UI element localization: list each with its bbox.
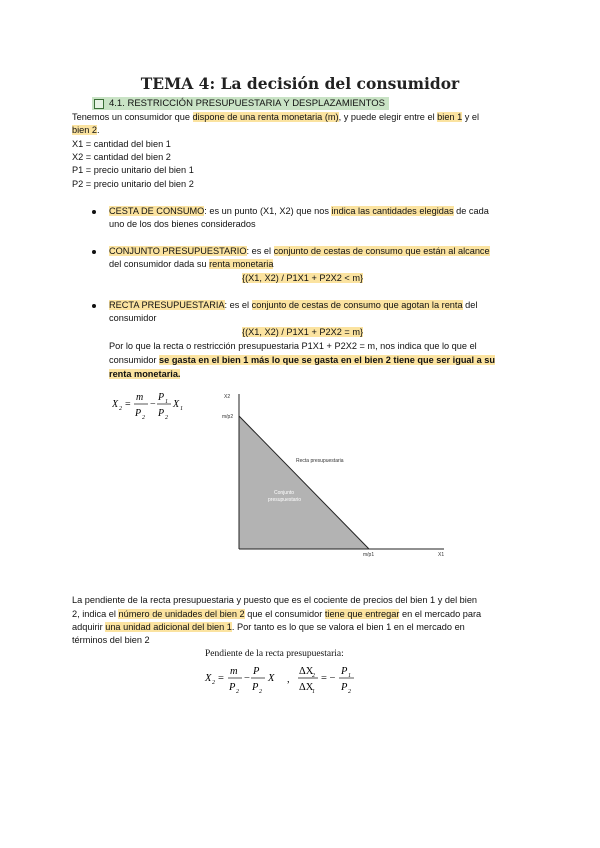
eq1-m: m (136, 392, 144, 403)
x-intercept-label: m/p1 (363, 552, 375, 558)
conjunto-line-2: del consumidor dada su renta monetaria (109, 259, 274, 269)
recta-paragraph-2: consumidor se gasta en el bien 1 más lo que se gasta en el bien 2 tiene que ser igual a su (109, 355, 496, 365)
eq1-p2-sub: 2 (142, 415, 145, 421)
eq1-lhs: X (112, 399, 119, 410)
page-title: TEMA 4: La decisión del consumidor (140, 74, 460, 93)
eq2-lhs-sub: 2 (212, 680, 215, 686)
eq1-p2b: P (158, 408, 165, 419)
eq1-x1-sub: 1 (180, 406, 183, 412)
budget-line-label: Recta presupuestaria (296, 458, 344, 464)
slope-line-3: adquirir una unidad adicional del bien 1. Por tanto es lo que se valora el bien 1 en el mercado en (72, 622, 465, 632)
eq2-equals-minus: = − (321, 673, 336, 684)
bullet-icon (92, 210, 96, 214)
x-axis-label: X1 (438, 552, 445, 558)
eq2-p2b: P (252, 682, 259, 693)
eq2-p2: P (229, 682, 236, 693)
eq1-p2b-sub: 2 (165, 415, 168, 421)
checkbox-icon[interactable] (94, 99, 104, 109)
recta-line-2: consumidor (109, 313, 157, 323)
definition-x2: X2 = cantidad del bien 2 (72, 152, 171, 162)
slope-line-1: La pendiente de la recta presupuestaria y puesto que es el cociente de precios del bien 1 y del bien (72, 595, 478, 605)
eq2-dx1: ΔX (299, 682, 314, 693)
definition-p1: P1 = precio unitario del bien 1 (72, 165, 194, 175)
intro-line-1: Tenemos un consumidor que dispone de una renta monetaria (m), y puede elegir entre el bien 1 y el (72, 112, 480, 122)
eq1-minus: − (150, 399, 156, 410)
budget-graph (218, 386, 450, 562)
eq2-dx1-sub: 1 (312, 689, 315, 695)
eq2-p2c: P (341, 682, 348, 693)
conjunto-line-1: CONJUNTO PRESUPUESTARIO: es el conjunto de cestas de consumo que están al alcance (109, 246, 490, 256)
eq2-p1: P (341, 666, 348, 677)
eq1-lhs-sub: 2 (119, 406, 122, 412)
eq2-x: X (268, 673, 275, 684)
recta-line-1: RECTA PRESUPUESTARIA: es el conjunto de cestas de consumo que agotan la renta del (109, 300, 478, 310)
eq2-lhs: X (205, 673, 212, 684)
eq1-equals: = (125, 399, 131, 410)
eq2-p2-sub: 2 (236, 689, 239, 695)
definition-x1: X1 = cantidad del bien 1 (72, 139, 171, 149)
eq2-p1-sub: 1 (348, 673, 351, 679)
recta-paragraph-3: renta monetaria. (109, 369, 181, 379)
cesta-line-2: uno de los dos bienes considerados (109, 219, 256, 229)
eq2-dx2: ΔX (299, 666, 314, 677)
definition-p2: P2 = precio unitario del bien 2 (72, 179, 194, 189)
recta-paragraph-1: Por lo que la recta o restricción presupuestaria P1X1 + P2X2 = m, nos indica que lo que el (109, 341, 477, 351)
y-intercept-label: m/p2 (222, 414, 234, 420)
eq2-p2b-sub: 2 (259, 689, 262, 695)
section-heading (92, 97, 389, 110)
slope-equation (203, 662, 363, 698)
eq1-p2: P (135, 408, 142, 419)
eq1-p1: P (158, 392, 165, 403)
eq2-comma: , (287, 674, 290, 685)
eq2-p2c-sub: 2 (348, 689, 351, 695)
y-axis-label: X2 (224, 394, 231, 400)
recta-formula: {(X1, X2) / P1X1 + P2X2 = m} (242, 327, 364, 337)
eq2-minus: − (244, 673, 250, 684)
cesta-line-1: CESTA DE CONSUMO: es un punto (X1, X2) que nos indica las cantidades elegidas de cada (109, 206, 489, 216)
budget-set-label-1: Conjunto (274, 490, 295, 496)
budget-set-label-2: presupuestario (268, 497, 302, 503)
eq2-m: m (230, 666, 238, 677)
slope-heading: Pendiente de la recta presupuestaria: (205, 649, 344, 659)
bullet-icon (92, 304, 96, 308)
slope-line-4: términos del bien 2 (72, 635, 150, 645)
section-heading-text: 4.1. RESTRICCIÓN PRESUPUESTARIA Y DESPLAZAMIENTOS (109, 98, 385, 109)
slope-line-2: 2, indica el número de unidades del bien 2 que el consumidor tiene que entregar en el mercado para (72, 609, 482, 619)
eq2-p: P (253, 666, 260, 677)
conjunto-formula: {(X1, X2) / P1X1 + P2X2 < m} (242, 273, 364, 283)
eq2-equals: = (218, 673, 224, 684)
eq1-p1-sub: 1 (165, 399, 168, 405)
eq1-x1: X (173, 399, 180, 410)
budget-line-equation (112, 388, 192, 422)
bullet-icon (92, 250, 96, 254)
eq2-dx2-sub: 2 (312, 673, 315, 679)
intro-line-2: bien 2. (72, 125, 100, 135)
